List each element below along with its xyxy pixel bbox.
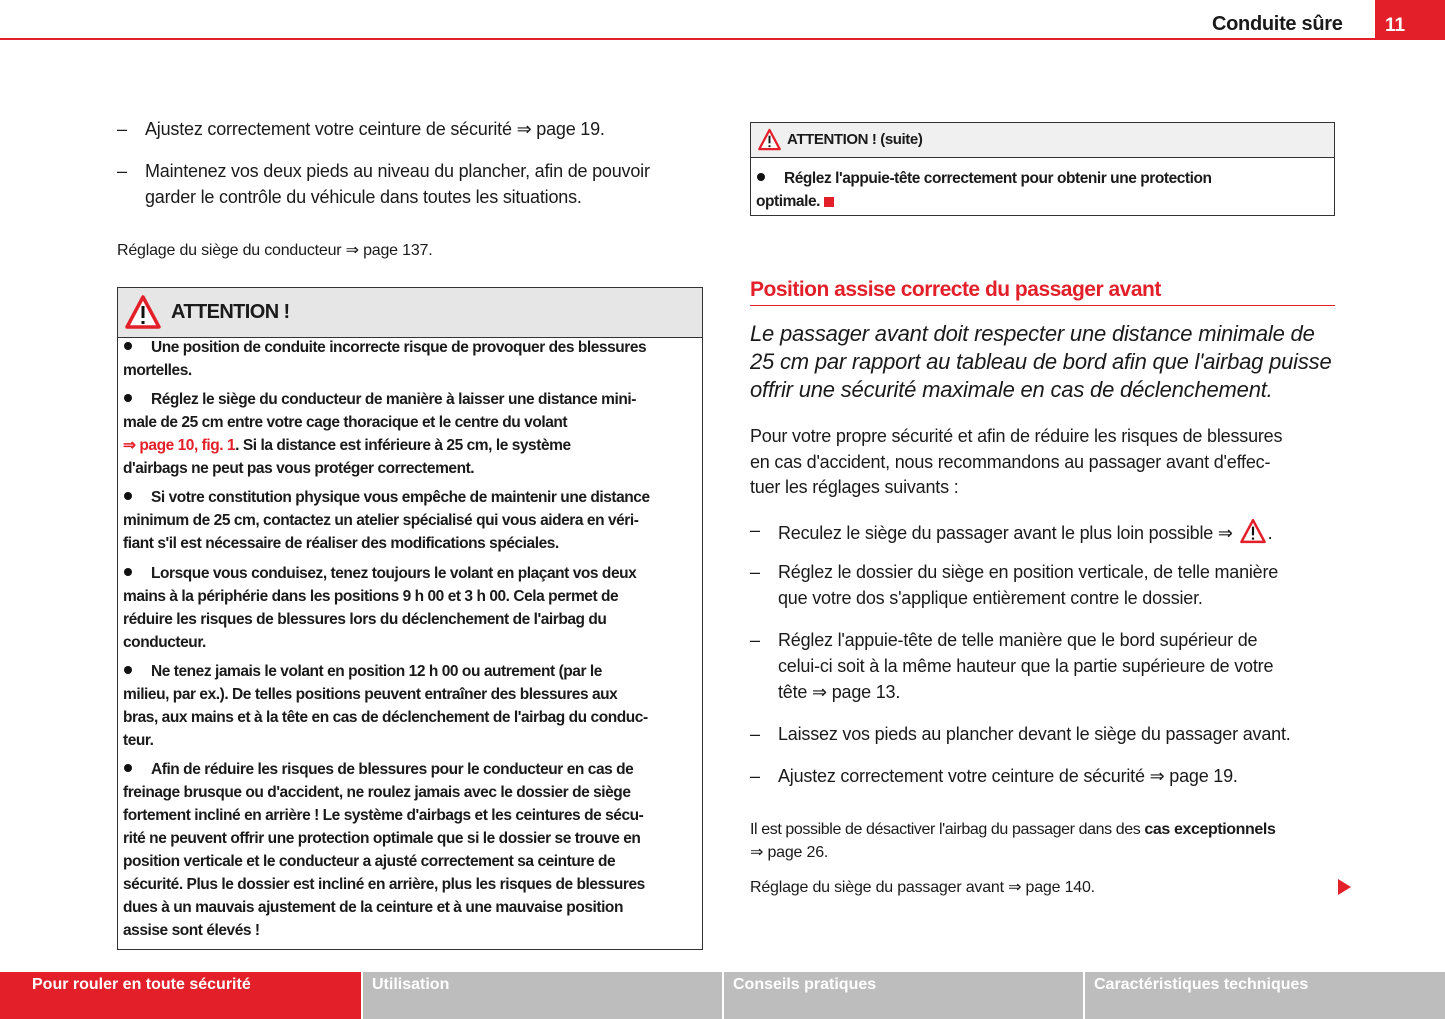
warning-header [751,123,1334,158]
warning-line: réduire les risques de blessures lors du déclenchement de l'airbag du [123,611,607,628]
list-item: Réglez l'appuie-tête de telle manière que le bord supérieur de [778,630,1258,650]
bullet-icon [124,394,132,402]
dash: – [117,119,127,139]
page-number: 11 [1375,0,1445,39]
warning-triangle-icon [757,128,782,151]
warning-line: position verticale et le conducteur a ajusté correctement sa ceinture de [123,853,616,870]
list-item: celui-ci soit à la même hauteur que la partie supérieure de votre [778,656,1274,676]
warning-line: mains à la périphérie dans les positions 9 h 00 et 3 h 00. Cela permet de [123,588,619,605]
paragraph-line: tuer les réglages suivants : [750,477,959,497]
cross-reference: Réglage du siège du passager avant ⇒ page 140. [750,879,1095,896]
bullet-icon [124,568,132,576]
section-title: Conduite sûre [1212,13,1343,35]
warning-line: dues à un mauvais ajustement de la ceinture et à une mauvaise position [123,899,623,916]
bullet-icon [124,342,132,350]
dash: – [750,630,760,650]
warning-line: mortelles. [123,362,192,379]
list-item: que votre dos s'applique entièrement contre le dossier. [778,588,1203,608]
warning-line: Afin de réduire les risques de blessures pour le conducteur en cas de [151,761,634,778]
warning-line: assise sont élevés ! [123,922,260,939]
airbag-note: Il est possible de désactiver l'airbag du passager dans des cas exceptionnels [750,821,1276,838]
warning-line: optimale. [756,193,820,210]
section-heading: Position assise correcte du passager avant [750,278,1161,301]
dash: – [750,520,760,540]
list-item: Reculez le siège du passager avant le plus loin possible ⇒ . [778,518,1272,545]
warning-title: ATTENTION ! (suite) [787,131,923,148]
airbag-note-ref: ⇒ page 26. [750,844,829,861]
warning-title: ATTENTION ! [171,301,290,323]
warning-line: Lorsque vous conduisez, tenez toujours le volant en plaçant vos deux [151,565,637,582]
warning-line: teur. [123,732,154,749]
warning-line: bras, aux mains et à la tête en cas de déclenchement de l'airbag du conduc- [123,709,648,726]
warning-line: Réglez l'appuie-tête correctement pour obtenir une protection [784,170,1212,187]
tab-safety[interactable]: Pour rouler en toute sécurité [0,972,361,1019]
warning-header [118,288,702,338]
tab-practical-tips[interactable]: Conseils pratiques [724,972,1083,1019]
warning-line: conducteur. [123,634,206,651]
intro-line: 25 cm par rapport au tableau de bord afin que l'airbag puisse [750,349,1332,374]
list-item: garder le contrôle du véhicule dans toutes les situations. [145,187,582,207]
paragraph-line: Pour votre propre sécurité et afin de réduire les risques de blessures [750,426,1283,446]
bullet-icon [124,492,132,500]
tab-usage[interactable]: Utilisation [363,972,722,1019]
list-item: tête ⇒ page 13. [778,682,901,702]
warning-line: rité ne peuvent offrir une protection optimale que si le dossier se trouve en [123,830,641,847]
heading-rule [750,305,1335,306]
dash: – [750,724,760,744]
list-item: Maintenez vos deux pieds au niveau du plancher, afin de pouvoir [145,161,650,181]
warning-triangle-icon [124,294,162,330]
next-page-arrow-icon[interactable] [1338,879,1352,895]
warning-line: minimum de 25 cm, contactez un atelier spécialisé qui vous aidera en véri- [123,512,639,529]
intro-line: Le passager avant doit respecter une distance minimale de [750,321,1315,346]
dash: – [117,161,127,181]
warning-line: Réglez le siège du conducteur de manière à laisser une distance mini- [151,391,636,408]
paragraph-line: en cas d'accident, nous recommandons au passager avant d'effec- [750,452,1271,472]
dash: – [750,562,760,582]
warning-line: d'airbags ne peut pas vous protéger correctement. [123,460,475,477]
warning-line: milieu, par ex.). De telles positions peuvent entraîner des blessures aux [123,686,618,703]
dash: – [750,766,760,786]
intro-line: offrir une sécurité maximale en cas de déclenchement. [750,377,1273,402]
list-item: Ajustez correctement votre ceinture de sécurité ⇒ page 19. [778,766,1238,786]
warning-line: Ne tenez jamais le volant en position 12 h 00 ou autrement (par le [151,663,602,680]
bullet-icon [757,173,765,181]
bullet-icon [124,764,132,772]
list-item: Ajustez correctement votre ceinture de sécurité ⇒ page 19. [145,119,605,139]
tab-technical-specs[interactable]: Caractéristiques techniques [1085,972,1445,1019]
warning-triangle-icon[interactable] [1238,518,1268,544]
warning-line: . Si la distance est inférieure à 25 cm, le système [235,437,571,454]
warning-line: sécurité. Plus le dossier est incliné en arrière, plus les risques de blessures [123,876,645,893]
warning-line: freinage brusque ou d'accident, ne roulez jamais avec le dossier de siège [123,784,631,801]
end-marker-icon [824,197,834,207]
header-rule [0,38,1445,40]
cross-reference: Réglage du siège du conducteur ⇒ page 137. [117,242,433,259]
bullet-icon [124,666,132,674]
list-item: Réglez le dossier du siège en position verticale, de telle manière [778,562,1279,582]
warning-line: Si votre constitution physique vous empêche de maintenir une distance [151,489,650,506]
warning-line: fiant s'il est nécessaire de réaliser des modifications spéciales. [123,535,559,552]
list-item: Laissez vos pieds au plancher devant le siège du passager avant. [778,724,1291,744]
warning-line: fortement incliné en arrière ! Le système d'airbags et les ceintures de sécu- [123,807,644,824]
warning-line: Une position de conduite incorrecte risque de provoquer des blessures [151,339,647,356]
page-link[interactable]: ⇒ page 10, fig. 1 [123,437,236,454]
warning-line: male de 25 cm entre votre cage thoracique et le centre du volant [123,414,568,431]
